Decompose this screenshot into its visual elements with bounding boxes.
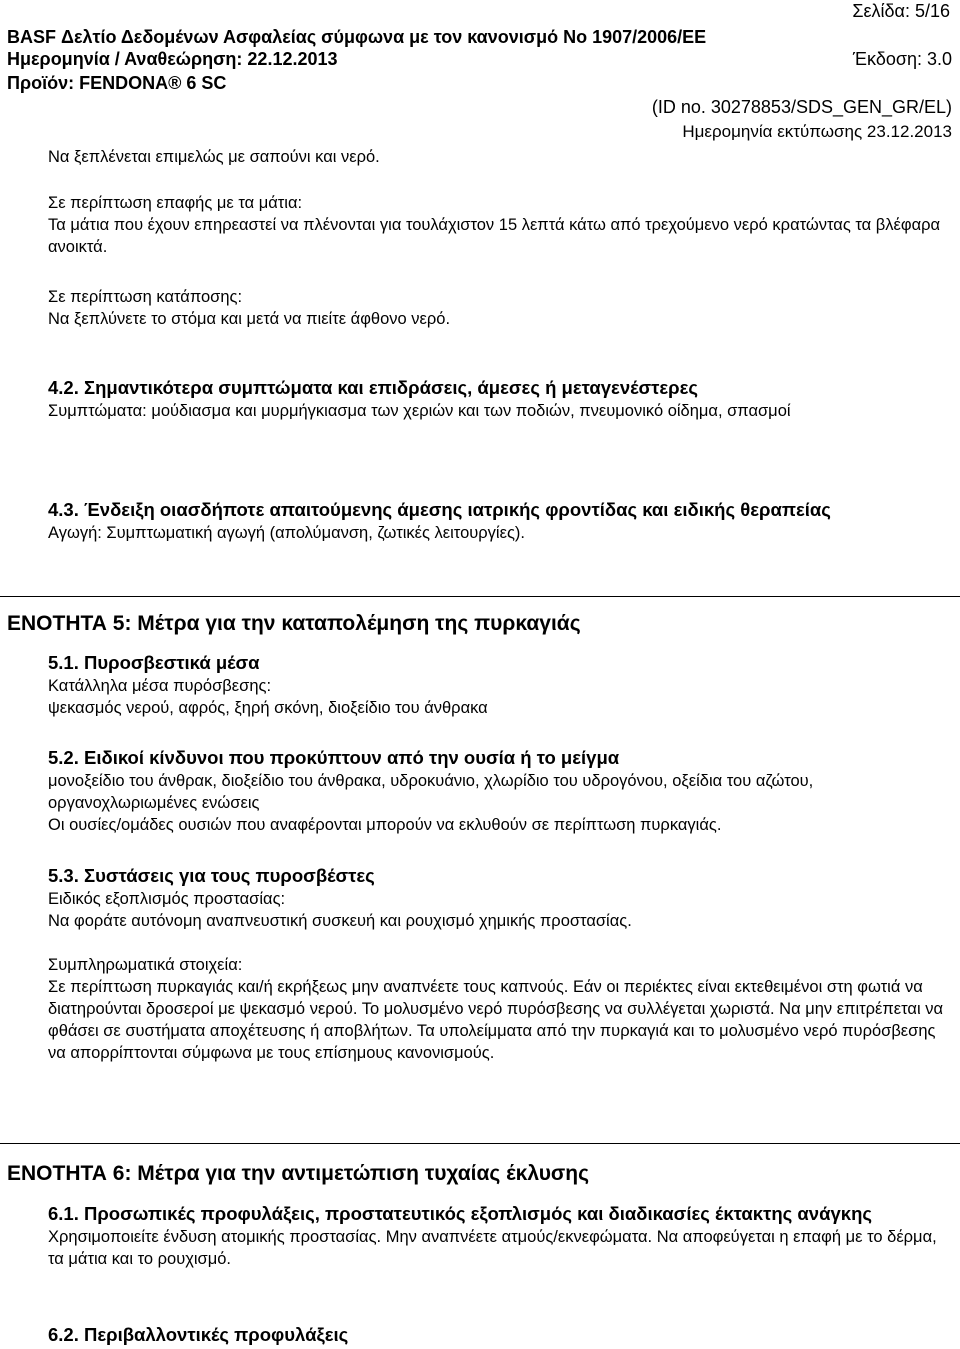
section-4-2-title: 4.2. Σημαντικότερα συμπτώματα και επιδράσεις, άμεσες ή μεταγενέστερες	[48, 377, 698, 398]
section-4-3	[48, 498, 948, 544]
section-4-2	[48, 376, 948, 422]
section-5-3-title: 5.3. Συστάσεις για τους πυροσβέστες	[48, 865, 375, 886]
ingestion-title: Σε περίπτωση κατάποσης:	[48, 288, 243, 306]
section-5-2-text2: Οι ουσίες/ομάδες ουσιών που αναφέρονται μπορούν να εκλυθούν σε περίπτωση πυρκαγιάς.	[48, 816, 722, 834]
page-number: Σελίδα: 5/16	[852, 1, 950, 21]
section-4-3-text: Αγωγή: Συμπτωματική αγωγή (απολύμανση, ζωτικές λειτουργίες).	[48, 524, 525, 542]
skin-instruction: Να ξεπλένεται επιμελώς με σαπούνι και νερό.	[48, 148, 380, 166]
product-line	[7, 72, 226, 94]
ingestion-text: Να ξεπλύνετε το στόμα και μετά να πιείτε άφθονο νερό.	[48, 310, 451, 328]
section-5-3-line3: Συμπληρωματικά στοιχεία:	[48, 956, 243, 974]
section-6-2-title: 6.2. Περιβαλλοντικές προφυλάξεις	[48, 1324, 349, 1345]
section-5-3-line1: Ειδικός εξοπλισμός προστασίας:	[48, 890, 286, 908]
section-5-2-text1: μονοξείδιο του άνθρακ, διοξείδιο του άνθρακα, υδροκυάνιο, χλωρίδιο του υδρογόνου, οξείδια του αζώτου, οργανοχλωριωμένες ενώσεις	[48, 772, 814, 812]
section-5-1	[48, 651, 948, 719]
section-6-1-text: Χρησιμοποιείτε ένδυση ατομικής προστασίας. Μην αναπνέετε ατμούς/εκνεφώματα. Να αποφεύγεται η επαφή με το δέρμα, τα μάτια και το ρουχισμό.	[48, 1228, 937, 1268]
section-divider	[0, 596, 960, 597]
product-name: FENDONA® 6 SC	[79, 73, 227, 93]
id-number: (ID no. 30278853/SDS_GEN_GR/EL)	[651, 97, 952, 117]
section-6-heading: ΕΝΟΤΗΤΑ 6: Μέτρα για την αντιμετώπιση τυχαίας έκλυσης	[7, 1162, 590, 1185]
section-5-3-line2: Να φοράτε αυτόνομη αναπνευστική συσκευή και ρουχισμό χημικής προστασίας.	[48, 912, 632, 930]
section-5-2-title: 5.2. Ειδικοί κίνδυνοι που προκύπτουν από την ουσία ή το μείγμα	[48, 747, 620, 768]
section-6-1-title: 6.1. Προσωπικές προφυλάξεις, προστατευτικός εξοπλισμός και διαδικασίες έκτακτης ανάγκης	[48, 1203, 872, 1224]
section-4-2-text: Συμπτώματα: μούδιασμα και μυρμήγκιασμα των χεριών και των ποδιών, πνευμονικό οίδημα, σπασμοί	[48, 402, 791, 420]
revision-date: Ημερομηνία / Αναθεώρηση: 22.12.2013	[7, 49, 338, 69]
section-5-2	[48, 746, 948, 836]
print-date: Ημερομηνία εκτύπωσης 23.12.2013	[682, 122, 952, 141]
eye-contact-title: Σε περίπτωση επαφής με τα μάτια:	[48, 194, 303, 212]
document-title: BASF Δελτίο Δεδομένων Ασφαλείας σύμφωνα με τον κανονισμό Νο 1907/2006/ΕΕ	[7, 27, 707, 47]
product-label: Προϊόν:	[7, 73, 75, 93]
eye-contact-block	[48, 192, 948, 258]
ingestion-block	[48, 286, 948, 330]
section-5-1-line1: Κατάλληλα μέσα πυρόσβεσης:	[48, 677, 272, 695]
section-6-2	[48, 1323, 948, 1347]
section-5-1-title: 5.1. Πυροσβεστικά μέσα	[48, 652, 260, 673]
section-5-3-line4: Σε περίπτωση πυρκαγιάς και/ή εκρήξεως μην αναπνέετε τους καπνούς. Εάν οι περιέκτες είναι εκτεθειμένοι στη φωτιά να διατηρούνται δροσεροί με ψεκασμό νερού. Το μολυσμένο νερό πυρόσβεσης να συλλέγεται χωριστά. Να μην επιτρέπεται να φθάσει σε συστήματα αποχέτευσης ή αποβλήτων. Τα υπολείμματα από την πυρκαγιά και το μολυσμένο νερό πυρόσβεσης να απορρίπτονται σύμφωνα με τους επίσημους κανονισμούς.	[48, 978, 944, 1062]
section-5-1-line2: ψεκασμός νερού, αφρός, ξηρή σκόνη, διοξείδιο του άνθρακα	[48, 699, 488, 717]
section-5-heading: ΕΝΟΤΗΤΑ 5: Μέτρα για την καταπολέμηση της πυρκαγιάς	[7, 612, 581, 635]
version: Έκδοση: 3.0	[852, 49, 952, 69]
section-4-3-title: 4.3. Ένδειξη οιασδήποτε απαιτούμενης άμεσης ιατρικής φροντίδας και ειδικής θεραπείας	[48, 499, 831, 520]
eye-contact-text: Τα μάτια που έχουν επηρεαστεί να πλένονται για τουλάχιστον 15 λεπτά κάτω από τρεχούμενο νερό κρατώντας τα βλέφαρα ανοικτά.	[48, 216, 941, 256]
section-divider	[0, 1143, 960, 1144]
section-5-3	[48, 864, 948, 1064]
section-6-1	[48, 1202, 948, 1270]
